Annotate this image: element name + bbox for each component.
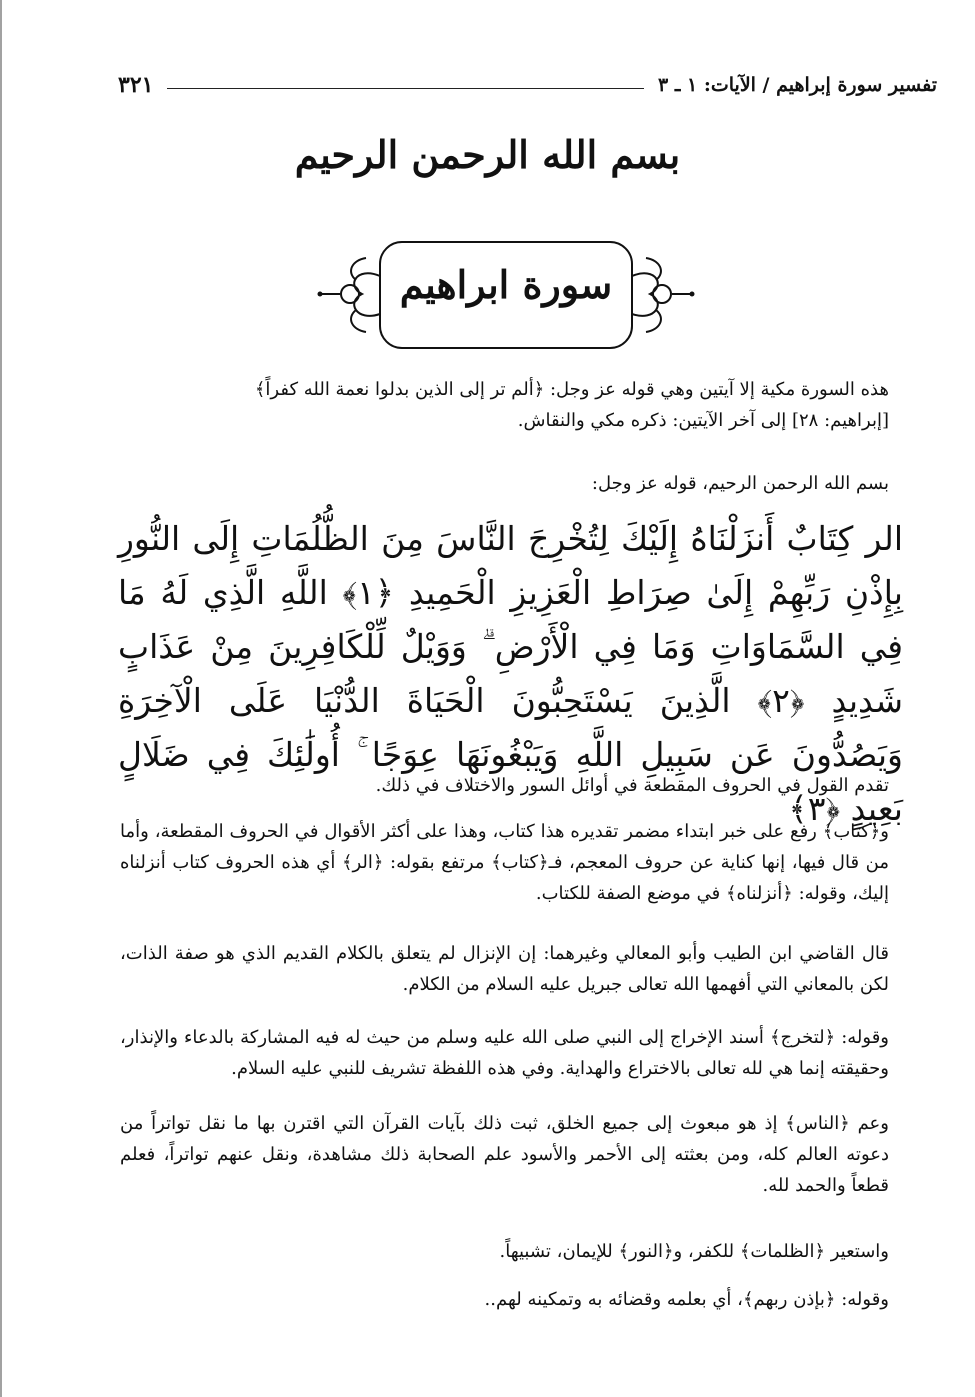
header-rule — [167, 88, 644, 89]
commentary-paragraph-5: وعم ﴿الناس﴾ إذ هو مبعوث إلى جميع الخلق، ثبت ذلك بآيات القرآن التي اقترن بها ما نقل تواتراً من دعوته العالم كله، ومن بعثته إلى الأحمر والأسود علم الصحابة ذلك مشاهدة، ونقل عنهم تواتراً، فعلم قطعاً والحمد لله. — [120, 1113, 889, 1196]
surah-title: سورة ابراهيم — [399, 262, 613, 307]
intro-line-2: [إبراهيم: ٢٨] إلى آخر الآيتين: ذكره مكي والنقاش. — [517, 410, 889, 431]
commentary-paragraph-2: و﴿كتاب﴾ رفع على خبر ابتداء مضمر تقديره هذا كتاب، وهذا على أكثر الأقوال في الحروف المقطعة، وأما من قال فيها، إنها كناية عن حروف المعجم، فـ﴿كتاب﴾ مرتفع بقوله: ﴿الر﴾ أي هذه الحروف كتاب أنزلناه إليك، وقوله: ﴿أنزلناه﴾ في موضع الصفة للكتاب. — [120, 821, 889, 904]
commentary-paragraph-7: وقوله: ﴿بإذن ربهم﴾، أي بعلمه وقضائه به وتمكينه لهم.. — [484, 1289, 889, 1310]
commentary-paragraph-6: واستعير ﴿الظلمات﴾ للكفر، و﴿النور﴾ للإيمان، تشبيهاً. — [499, 1241, 889, 1262]
verse-intro: بسم الله الرحمن الرحيم، قوله عز وجل: — [591, 473, 889, 494]
intro-paragraph — [120, 374, 889, 436]
commentary-paragraph-4: وقوله: ﴿لتخرج﴾ أسند الإخراج إلى النبي صلى الله عليه وسلم من حيث له فيه المشاركة بالدعاء والإنذار، وحقيقته إنما هي لله تعالى بالاختراع والهداية. وفي هذه اللفظة تشريف للنبي عليه السلام. — [120, 1027, 889, 1079]
header-title: تفسير سورة إبراهيم / الآيات: ١ ـ ٣ — [658, 74, 937, 96]
commentary-paragraph-1: تقدم القول في الحروف المقطعة في أوائل السور والاختلاف في ذلك. — [375, 775, 889, 796]
quran-verses: الر كِتَابٌ أَنزَلْنَاهُ إِلَيْكَ لِتُخْرِجَ النَّاسَ مِنَ الظُّلُمَاتِ إِلَى النُّورِ بِإِذْنِ رَبِّهِمْ إِلَىٰ صِرَاطِ الْعَزِيزِ الْحَمِيدِ ﴿١﴾ اللَّهِ الَّذِي لَهُ مَا فِي السَّمَاوَاتِ وَمَا فِي الْأَرْضِ ۗ وَوَيْلٌ لِّلْكَافِرِينَ مِنْ عَذَابٍ شَدِيدٍ ﴿٢﴾ الَّذِينَ يَسْتَحِبُّونَ الْحَيَاةَ الدُّنْيَا عَلَى الْآخِرَةِ وَيَصُدُّونَ عَن سَبِيلِ اللَّهِ وَيَبْغُونَهَا عِوَجًا ۚ أُولَٰئِكَ فِي ضَلَالٍ بَعِيدٍ ﴿٣﴾ — [118, 519, 904, 828]
page-number: ٣٢١ — [118, 72, 154, 98]
surah-title-cartouche — [316, 236, 696, 354]
intro-line-1: هذه السورة مكية إلا آيتين وهي قوله عز وجل: ﴿ألم تر إلى الذين بدلوا نعمة الله كفراً﴾ — [254, 379, 889, 400]
running-header — [118, 68, 937, 102]
commentary-paragraph-3: قال القاضي ابن الطيب وأبو المعالي وغيرهما: إن الإنزال لم يتعلق بالكلام القديم الذي هو صفة الذات، لكن بالمعاني التي أفهمها الله تعالى جبريل عليه السلام من الكلام. — [120, 943, 889, 995]
page-binding-edge — [0, 0, 2, 1397]
basmala-calligraphy: بسم الله الرحمن الرحيم — [294, 132, 681, 177]
